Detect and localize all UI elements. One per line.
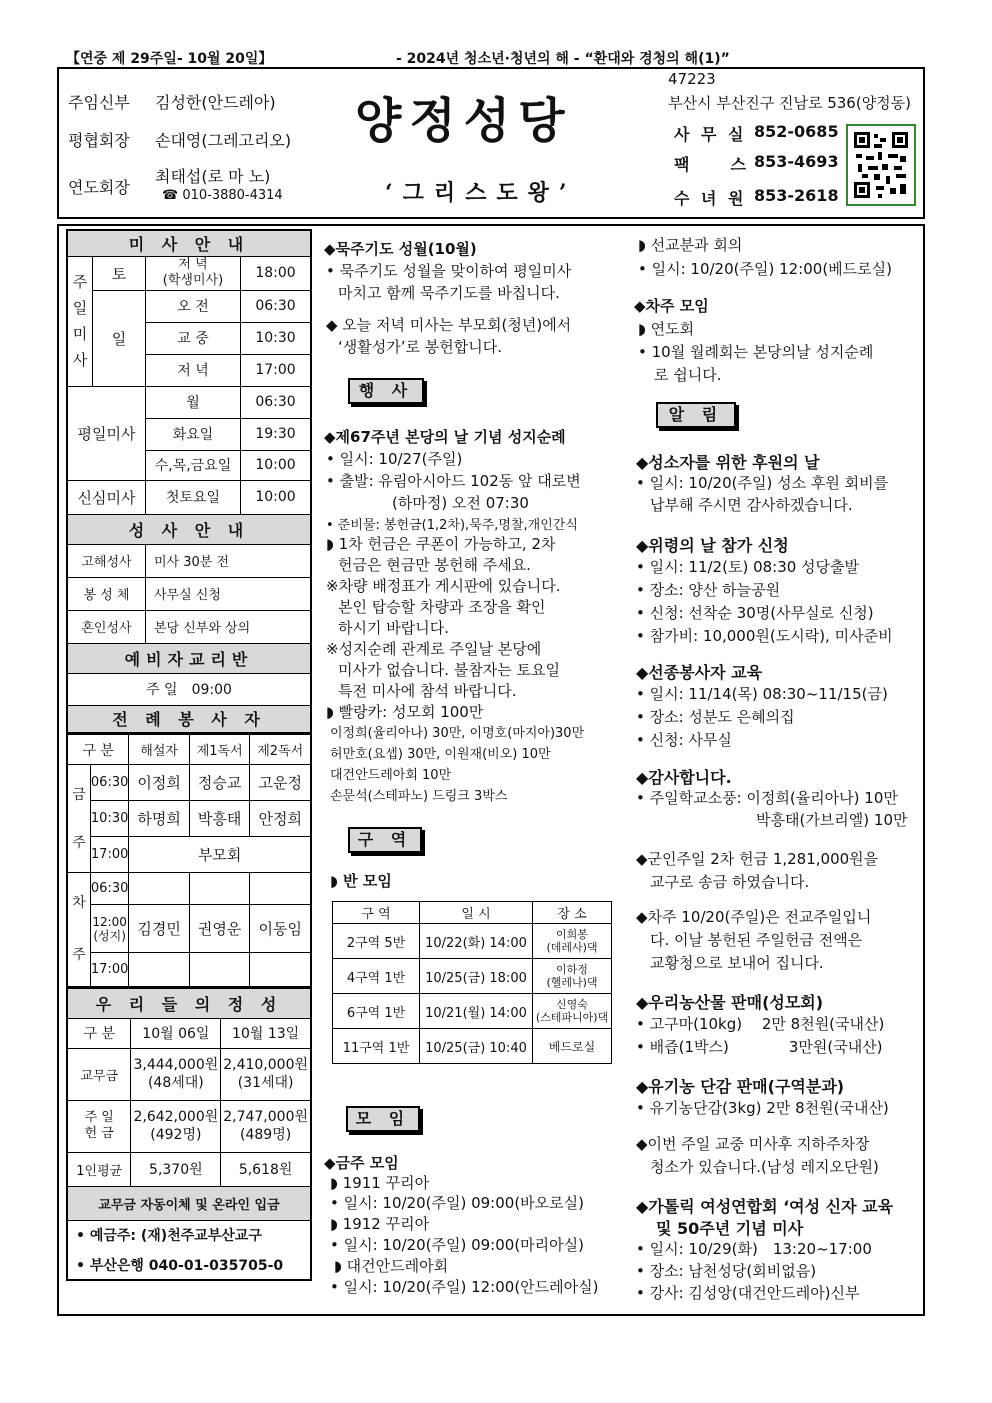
pilgrimage-line: 미사가 없습니다. 불참자는 토요일: [338, 661, 560, 679]
pilgrimage-line: 이정희(율리아나) 30만, 이명호(마지아)30만: [330, 726, 585, 741]
account-holder: • 예금주: (재)천주교부산교구: [67, 1220, 311, 1250]
pastor-label: 주임신부: [68, 93, 130, 112]
ban-place: 이하정 (헬레나)댁: [533, 959, 612, 994]
ban-district: 11구역 1반: [333, 1029, 420, 1064]
server-time: 12:00 (성지): [90, 905, 128, 953]
mass-table: [66, 229, 312, 734]
ban-datetime: 10/25(금) 10:40: [420, 1029, 533, 1064]
offering-label: 교무금: [67, 1048, 131, 1100]
meeting-label: 모 임: [346, 1106, 420, 1132]
notice-line: • 일시: 11/2(토) 08:30 성당출발: [636, 558, 860, 576]
meeting-line: ◗ 1912 꾸리아: [330, 1215, 430, 1233]
notice-line: 청소가 있습니다.(남성 레지오단원): [650, 1158, 879, 1176]
notice-line: 다. 이날 봉헌된 주일헌금 전액은: [650, 931, 863, 949]
weekday-day: 수,목,금요일: [146, 450, 241, 480]
week-label: 【연중 제 29주일- 10월 20일】: [66, 51, 273, 67]
year-theme: - 2024년 청소년·청년의 해 - “환대와 경청의 해(1)”: [396, 51, 730, 67]
server-name: 하명희: [129, 801, 190, 837]
servers-header: 구 분: [67, 735, 129, 765]
next-week-meeting-title: ◆차주 모임: [634, 297, 709, 315]
ban-meeting-table: [332, 901, 612, 1064]
ban-place: 베드로실: [533, 1029, 612, 1064]
convent-phone: 853-2618: [754, 186, 839, 205]
pilgrimage-line: 손문석(스테파노) 드링크 3박스: [330, 789, 508, 804]
fax-number: 853-4693: [754, 152, 839, 171]
offering-value: 2,410,000원 (31세대): [221, 1048, 311, 1100]
pilgrimage-line: (하마정) 오전 07:30: [392, 494, 529, 512]
pilgrimage-line: • 준비물: 봉헌금(1,2차),묵주,명찰,개인간식: [326, 518, 578, 533]
notice-line: • 장소: 성분도 은혜의집: [636, 708, 795, 726]
next-week-line: • 10월 월례회는 본당의날 성지순례: [638, 343, 874, 361]
notice-line: • 일시: 10/29(화) 13:20~17:00: [636, 1240, 872, 1258]
meeting-line: ◗ 1911 꾸리아: [330, 1174, 430, 1192]
server-time: 06:30: [90, 873, 128, 905]
catechist-phone: ☎ 010-3880-4314: [162, 188, 283, 203]
pilgrimage-line: ※차량 배정표가 게시판에 있습니다.: [326, 577, 561, 595]
servers-header: 제1독서: [189, 735, 250, 765]
sacrament-title: 성 사 안 내: [67, 514, 311, 544]
server-time: 17:00: [90, 837, 128, 873]
parish-motto: ‘그리스도왕’: [385, 180, 577, 206]
district-label: 구 역: [348, 827, 422, 853]
notice-title: ◆선종봉사자 교육: [636, 663, 763, 682]
ban-meeting-title: ◗ 반 모임: [330, 872, 392, 890]
notice-line: • 신청: 사무실: [636, 731, 732, 749]
events-label: 행 사: [348, 378, 424, 404]
notice-line: • 유기농단감(3kg) 2만 8천원(국내산): [636, 1099, 889, 1117]
sun-label: 일: [93, 290, 146, 386]
zip-code: 47223: [668, 70, 716, 88]
offering-header: 10월 06일: [131, 1018, 221, 1048]
parish-title: 양정성당: [355, 93, 573, 149]
auto-transfer-title: 교무금 자동이체 및 온라인 입금: [67, 1186, 311, 1220]
mass-time: 10:30: [241, 322, 312, 354]
notice-label: 알 림: [656, 402, 736, 428]
ban-district: 6구역 1반: [333, 994, 420, 1029]
pilgrimage-line: 헌금은 현금만 봉헌해 주세요.: [338, 556, 531, 574]
sacrament-info: 미사 30분 전: [146, 544, 312, 577]
servers-table: [66, 734, 312, 988]
sunday-mass-label: 주 일 미 사: [67, 256, 93, 386]
offering-header: 구 분: [67, 1018, 131, 1048]
offering-value: 5,370원: [131, 1152, 221, 1186]
offering-label: 1인평균: [67, 1152, 131, 1186]
meeting-line: • 일시: 10/20(주일) 09:00(마리아실): [330, 1236, 584, 1254]
ban-place: 신영숙 (스테파니아)댁: [533, 994, 612, 1029]
sat-time: 18:00: [241, 256, 312, 290]
weekday-day: 월: [146, 386, 241, 418]
server-name: 박흥태: [189, 801, 250, 837]
offering-table: [66, 988, 312, 1282]
notice-title: ◆감사합니다.: [636, 768, 732, 787]
server-name: 이동임: [250, 905, 311, 953]
ban-district: 4구역 1반: [333, 959, 420, 994]
sacrament-info: 사무실 신청: [146, 577, 312, 610]
pilgrimage-title: ◆제67주년 본당의 날 기념 성지순례: [324, 428, 566, 446]
servers-header: 제2독서: [250, 735, 311, 765]
notice-title: ◆차주 10/20(주일)은 전교주일입니: [636, 908, 872, 926]
rosary-text: ‘생활성가’로 봉헌합니다.: [338, 338, 502, 356]
notice-line: • 배즙(1박스) 3만원(국내산): [636, 1038, 883, 1056]
sacrament-name: 고해성사: [67, 544, 146, 577]
this-week-meeting-title: ◆금주 모임: [324, 1154, 399, 1172]
offering-header: 10월 13일: [221, 1018, 311, 1048]
office-phone: 852-0685: [754, 122, 839, 141]
bank-account: • 부산은행 040-01-035705-0: [67, 1250, 311, 1280]
notice-line: • 일시: 11/14(목) 08:30~11/15(금): [636, 685, 888, 703]
notice-line: • 주일학교소풍: 이정희(율리아나) 10만: [636, 789, 898, 807]
rosary-title: ◆묵주기도 성월(10월): [324, 240, 477, 258]
notice-title: ◆우리농산물 판매(성모회): [636, 993, 824, 1012]
server-name: 고운정: [250, 765, 311, 801]
devotion-time: 10:00: [241, 480, 312, 514]
ban-district: 2구역 5반: [333, 924, 420, 959]
pilgrimage-line: 대건안드레아회 10만: [330, 768, 452, 783]
pilgrimage-line: 하시기 바랍니다.: [338, 619, 449, 637]
offering-value: 2,747,000원 (489명): [221, 1100, 311, 1152]
qr-code-icon[interactable]: [846, 124, 916, 206]
pilgrimage-line: ※성지순례 관계로 주일날 본당에: [326, 640, 542, 658]
right-top-line: • 일시: 10/20(주일) 12:00(베드로실): [638, 260, 892, 278]
sacrament-info: 본당 신부와 상의: [146, 610, 312, 643]
mass-type: 오 전: [146, 290, 241, 322]
next-week-line: 로 쉽니다.: [654, 366, 722, 384]
ban-header: 구 역: [333, 902, 420, 924]
pilgrimage-line: 특전 미사에 참석 바랍니다.: [338, 682, 517, 700]
notice-line: 교구로 송금 하였습니다.: [650, 873, 810, 891]
server-name: 정승교: [189, 765, 250, 801]
notice-title: ◆이번 주일 교중 미사후 지하주차장: [636, 1135, 870, 1153]
council-label: 평협회장: [68, 131, 130, 150]
meeting-line: ◗ 대건안드레아회: [334, 1257, 449, 1275]
mass-title: 미 사 안 내: [67, 230, 311, 256]
notice-line: 박흥태(가브리엘) 10만: [756, 811, 908, 829]
ban-header: 장 소: [533, 902, 612, 924]
pilgrimage-line: ◗ 1차 헌금은 쿠폰이 가능하고, 2차: [326, 535, 556, 553]
server-name: 권영운: [189, 905, 250, 953]
servers-header: 해설자: [129, 735, 190, 765]
left-column: [66, 229, 312, 1281]
catechumen-time: 주 일 09:00: [67, 673, 311, 705]
mass-type: 저 녁: [146, 354, 241, 386]
pilgrimage-line: 허만호(요셉) 30만, 이원재(비오) 10만: [330, 747, 551, 762]
notice-title: ◆군인주일 2차 헌금 1,281,000원을: [636, 850, 879, 868]
pastor-name: 김성한(안드레아): [155, 93, 276, 112]
server-name: 부모회: [129, 837, 311, 873]
catechist-name: 최태섭(로 마 노): [155, 167, 271, 186]
notice-line: 납부해 주시면 감사하겠습니다.: [650, 496, 853, 514]
ban-datetime: 10/21(월) 14:00: [420, 994, 533, 1029]
notice-line: • 일시: 10/20(주일) 성소 후원 회비를: [636, 474, 889, 492]
ban-datetime: 10/22(화) 14:00: [420, 924, 533, 959]
ban-header: 일 시: [420, 902, 533, 924]
notice-line: • 신청: 선착순 30명(사무실로 신청): [636, 604, 874, 622]
weekday-mass-label: 평일미사: [67, 386, 146, 480]
devotion-label: 신심미사: [67, 480, 146, 514]
ban-place: 이희봉 (데레사)댁: [533, 924, 612, 959]
offering-value: 5,618원: [221, 1152, 311, 1186]
fax-label: 팩 스: [674, 155, 749, 174]
offering-label: 주 일 헌 금: [67, 1100, 131, 1152]
pilgrimage-line: • 출발: 유림아시아드 102동 앞 대로변: [326, 472, 581, 490]
notice-line: 교황청으로 보내어 집니다.: [650, 954, 824, 972]
pilgrimage-line: ◗ 빨랑카: 성모회 100만: [326, 703, 484, 721]
notice-title: ◆성소자를 위한 후원의 날: [636, 453, 820, 472]
mass-time: 06:30: [241, 290, 312, 322]
notice-title: ◆가톨릭 여성연합회 ‘여성 신자 교육: [636, 1197, 894, 1216]
next-week-line: ◗ 연도회: [638, 320, 695, 338]
devotion-day: 첫토요일: [146, 480, 241, 514]
weekday-time: 10:00: [241, 450, 312, 480]
sat-label: 토: [93, 256, 146, 290]
sacrament-name: 혼인성사: [67, 610, 146, 643]
server-name: 이정희: [129, 765, 190, 801]
this-week-label: 금 주: [67, 765, 90, 873]
server-name: 김경민: [129, 905, 190, 953]
offering-title: 우 리 들 의 정 성: [67, 988, 311, 1018]
mass-time: 17:00: [241, 354, 312, 386]
notice-line: • 고구마(10kg) 2만 8천원(국내산): [636, 1015, 885, 1033]
weekday-time: 19:30: [241, 418, 312, 450]
sat-type: 저 녁 (학생미사): [146, 256, 241, 290]
offering-value: 2,642,000원 (492명): [131, 1100, 221, 1152]
header-bar: [60, 48, 926, 68]
server-time: 06:30: [90, 765, 128, 801]
notice-line: • 강사: 김성앙(대건안드레아)신부: [636, 1284, 860, 1302]
rosary-text: ◆ 오늘 저녁 미사는 부모회(청년)에서: [326, 316, 572, 334]
offering-value: 3,444,000원 (48세대): [131, 1048, 221, 1100]
pilgrimage-line: 본인 탑승할 차량과 조장을 확인: [338, 598, 546, 616]
council-name: 손대영(그레고리오): [155, 131, 292, 150]
catechumen-title: 예비자교리반: [67, 643, 311, 673]
office-label: 사 무 실: [674, 125, 747, 144]
server-time: 10:30: [90, 801, 128, 837]
server-time: 17:00: [90, 953, 128, 987]
server-name: 안정희: [250, 801, 311, 837]
notice-line: • 장소: 양산 하늘공원: [636, 581, 781, 599]
meeting-line: • 일시: 10/20(주일) 12:00(안드레아실): [330, 1278, 599, 1296]
notice-line: • 참가비: 10,000원(도시락), 미사준비: [636, 627, 893, 645]
right-top-line: ◗ 선교분과 회의: [638, 236, 743, 254]
rosary-text: • 묵주기도 성월을 맞이하여 평일미사: [326, 262, 572, 280]
ban-datetime: 10/25(금) 18:00: [420, 959, 533, 994]
next-week-label: 차 주: [67, 873, 90, 987]
convent-label: 수 녀 원: [674, 189, 747, 208]
servers-title: 전 례 봉 사 자: [67, 705, 311, 733]
notice-title: ◆위령의 날 참가 신청: [636, 536, 789, 555]
mass-type: 교 중: [146, 322, 241, 354]
notice-title: ◆유기농 단감 판매(구역분과): [636, 1077, 845, 1096]
weekday-day: 화요일: [146, 418, 241, 450]
address: 부산시 부산진구 진남로 536(양정동): [668, 94, 912, 112]
weekday-time: 06:30: [241, 386, 312, 418]
pilgrimage-line: • 일시: 10/27(주일): [326, 450, 463, 468]
notice-line: 및 50주년 기념 미사: [656, 1219, 804, 1238]
sacrament-name: 봉 성 체: [67, 577, 146, 610]
notice-line: • 장소: 남천성당(회비없음): [636, 1262, 817, 1280]
rosary-text: 마치고 함께 묵주기도를 바칩니다.: [338, 284, 560, 302]
catechist-label: 연도회장: [68, 178, 130, 197]
meeting-line: • 일시: 10/20(주일) 09:00(바오로실): [330, 1194, 584, 1212]
